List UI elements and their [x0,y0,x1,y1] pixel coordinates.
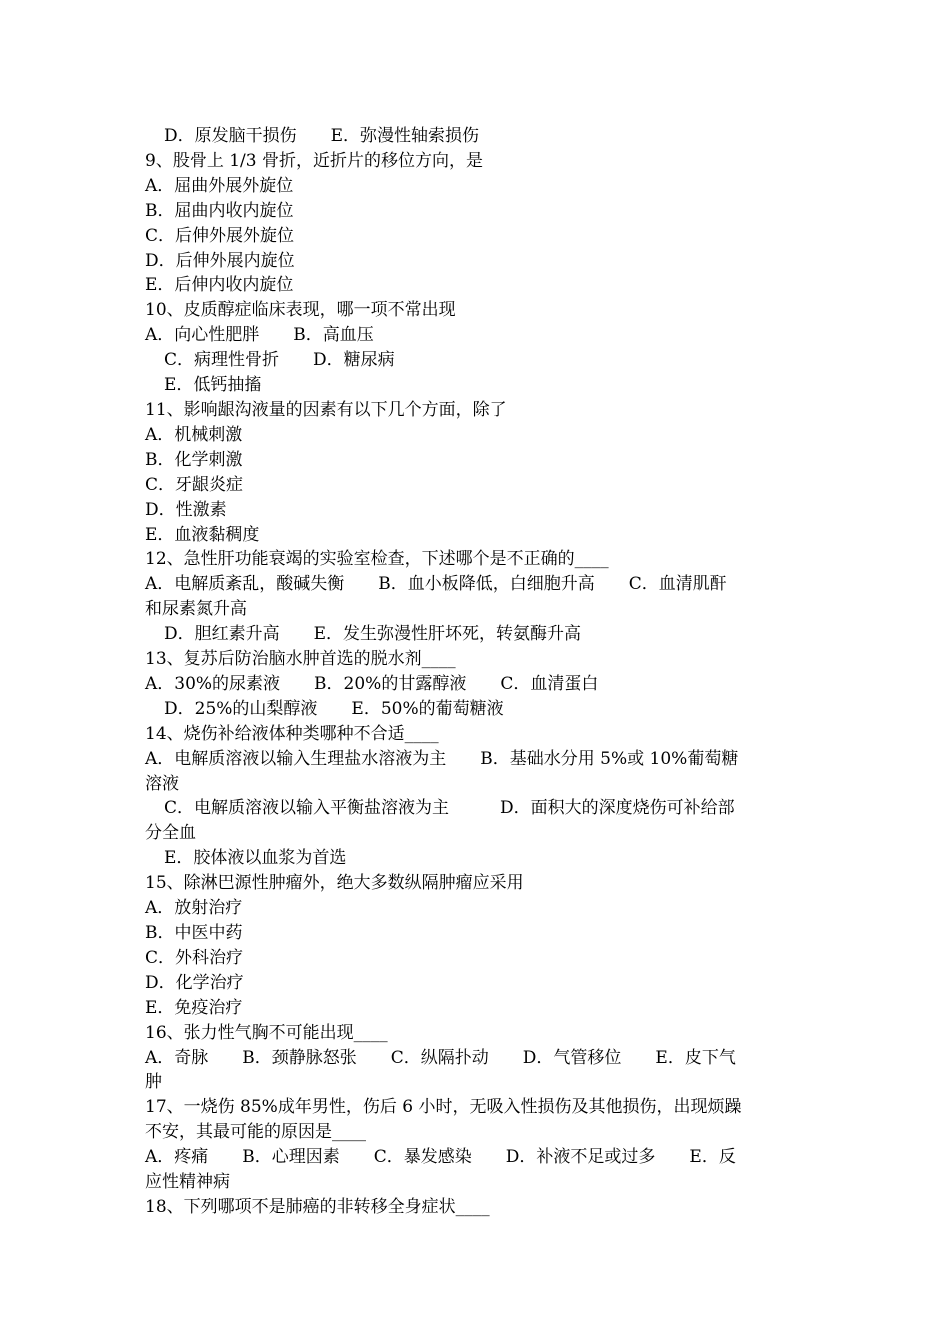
text-line: 和尿素氮升高 [145,599,247,620]
text-line: D．25%的山梨醇液 E．50%的葡萄糖液 [164,698,504,719]
text-line: A．电解质溶液以输入生理盐水溶液为主 B．基础水分用 5%或 10%葡萄糖 [145,748,739,769]
text-line: 分全血 [145,823,196,844]
text-line: C．病理性骨折 D．糖尿病 [164,350,395,371]
text-line: C．后伸外展外旋位 [145,225,295,246]
text-line: D．性激素 [145,499,227,520]
text-line: 14、烧伤补给液体种类哪种不合适____ [145,723,439,744]
text-line: A．放射治疗 [145,898,243,919]
text-line: D．原发脑干损伤 E．弥漫性轴索损伤 [164,126,480,146]
text-line: 11、影响龈沟液量的因素有以下几个方面，除了 [145,399,507,420]
text-line: D．后伸外展内旋位 [145,250,295,271]
text-line: A．奇脉 B．颈静脉怒张 C．纵隔扑动 D．气管移位 E．皮下气 [145,1047,736,1068]
text-line: 10、皮质醇症临床表现，哪一项不常出现 [145,300,456,321]
text-line: 12、急性肝功能衰竭的实验室检查，下述哪个是不正确的____ [145,549,609,570]
text-line: 应性精神病 [145,1172,230,1193]
text-line: B．屈曲内收内旋位 [145,200,294,221]
text-line: E．免疫治疗 [145,997,243,1018]
text-line: 18、下列哪项不是肺癌的非转移全身症状____ [145,1196,490,1217]
document-body [145,124,810,1220]
text-line: B．化学刺激 [145,449,243,470]
text-line: 肿 [145,1072,162,1093]
text-line: 17、一烧伤 85%成年男性，伤后 6 小时，无吸入性损伤及其他损伤，出现烦躁 [145,1097,742,1118]
text-line: 13、复苏后防治脑水肿首选的脱水剂____ [145,649,456,670]
text-line: E．低钙抽搐 [164,375,262,396]
text-line: 9、股骨上 1/3 骨折，近折片的移位方向，是 [145,150,483,171]
text-line: 15、除淋巴源性肿瘤外，绝大多数纵隔肿瘤应采用 [145,873,524,894]
text-line: 溶液 [145,773,179,794]
text-line: C．牙龈炎症 [145,474,244,495]
text-line: C．电解质溶液以输入平衡盐溶液为主 D．面积大的深度烧伤可补给部 [164,798,735,819]
text-line: 不安，其最可能的原因是____ [145,1122,366,1143]
text-line: E．血液黏稠度 [145,524,260,545]
text-line: 16、张力性气胸不可能出现____ [145,1022,388,1043]
text-line: A．屈曲外展外旋位 [145,175,294,196]
text-line: A．向心性肥胖 B．高血压 [145,325,374,346]
text-line: D．化学治疗 [145,972,244,993]
text-line: A．疼痛 B．心理因素 C．暴发感染 D．补液不足或过多 E．反 [145,1147,736,1168]
text-line: D．胆红素升高 E．发生弥漫性肝坏死，转氨酶升高 [164,624,582,645]
text-line: A．机械刺激 [145,424,243,445]
text-line: A．30%的尿素液 B．20%的甘露醇液 C．血清蛋白 [145,673,599,694]
text-line: B．中医中药 [145,923,243,943]
text-line: C．外科治疗 [145,947,244,968]
text-line: A．电解质紊乱，酸碱失衡 B．血小板降低，白细胞升高 C．血清肌酐 [145,574,727,595]
text-line: E．后伸内收内旋位 [145,275,294,296]
text-line: E．胶体液以血浆为首选 [164,848,347,869]
